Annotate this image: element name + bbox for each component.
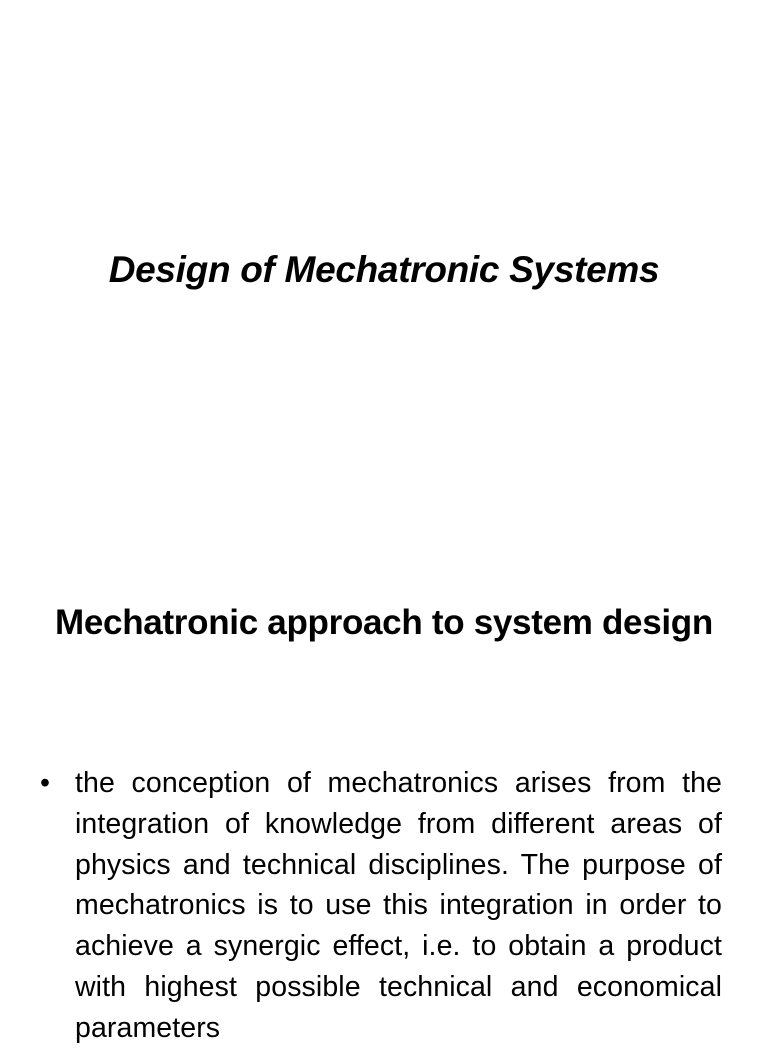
- bullet-list: [40, 763, 722, 1049]
- list-item: [40, 763, 722, 1049]
- content-slide: [0, 576, 768, 1044]
- bullet-text: the conception of mechatronics arises from the integration of knowledge from different areas of physics and technical disciplines. The purpose of mechatronics is to use this integration in order to achieve a synergic effect, i.e. to obtain a product with highest possible technical and economical parameters: [75, 767, 722, 1044]
- bullet-marker: •: [40, 767, 51, 799]
- slide-heading: Mechatronic approach to system design: [55, 603, 713, 642]
- presentation-title: Design of Mechatronic Systems: [108, 249, 660, 290]
